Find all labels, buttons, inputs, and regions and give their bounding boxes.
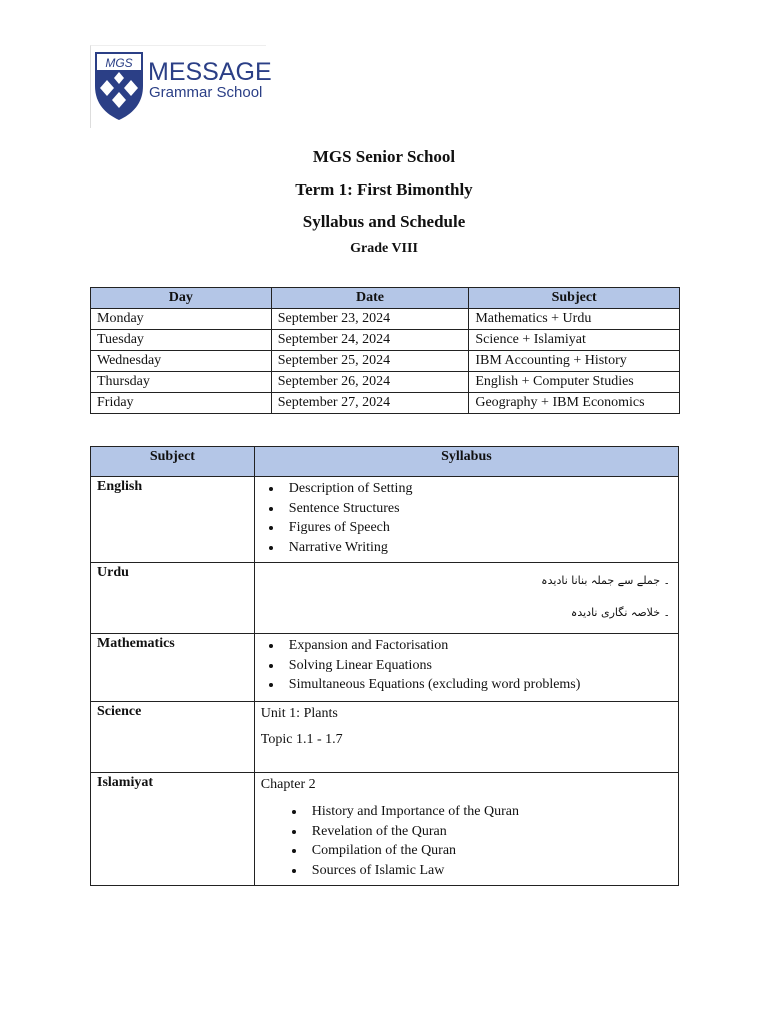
subject-cell: Science + Islamiyat [469,330,680,351]
topic-text: Topic 1.1 - 1.7 [260,732,343,747]
date-cell: September 27, 2024 [271,393,469,414]
crest-text: MGS [105,56,133,70]
subject-cell: English [91,477,255,563]
date-cell: September 26, 2024 [271,372,469,393]
unit-text: Unit 1: Plants [260,706,338,721]
date-cell: September 25, 2024 [271,351,469,372]
list-item: • Simultaneous Equations (excluding word problems) [283,675,672,695]
term-heading: Term 1: First Bimonthly [295,180,473,199]
list-item: • Expansion and Factorisation [283,636,672,656]
syllabus-table [90,446,679,886]
column-header-subject: Subject [469,288,680,309]
urdu-line: ۔ خلاصہ نگاری نادیدہ [570,606,670,619]
table-row [91,330,680,351]
syllabus-cell [254,702,678,773]
day-cell: Wednesday [91,351,272,372]
logo-line-1: MESSAGE [148,58,272,86]
syllabus-row-mathematics [91,634,679,702]
day-cell: Thursday [91,372,272,393]
schedule-table [90,287,680,414]
topic-list [261,802,672,880]
list-item: • History and Importance of the Quran [306,802,672,822]
column-header-syllabus: Syllabus [254,447,678,477]
urdu-line: ۔ جملے سے جملہ بنانا نادیدہ [541,574,670,587]
list-item: • Solving Linear Equations [283,656,672,676]
logo-wordmark [148,59,272,101]
list-item: • Description of Setting [283,479,672,499]
schedule-header-row [91,288,680,309]
grade-heading: Grade VIII [350,241,418,256]
column-header-day: Day [91,288,272,309]
day-cell: Tuesday [91,330,272,351]
syllabus-row-islamiyat [91,773,679,886]
subject-cell: Urdu [91,563,255,634]
list-item: • Revelation of the Quran [306,822,672,842]
chapter-text: Chapter 2 [260,777,316,792]
school-heading: MGS Senior School [312,147,456,166]
list-item: • Figures of Speech [283,518,672,538]
syllabus-cell [254,563,678,634]
topic-list [261,636,672,695]
subject-cell: Islamiyat [91,773,255,886]
syllabus-cell [254,773,678,886]
syllabus-row-urdu [91,563,679,634]
column-header-subject: Subject [91,447,255,477]
shield-crest-icon [92,48,146,122]
syllabus-row-english [91,477,679,563]
syllabus-header-row [91,447,679,477]
subject-cell: English + Computer Studies [469,372,680,393]
subject-cell: Mathematics + Urdu [469,309,680,330]
day-cell: Friday [91,393,272,414]
school-logo [90,45,272,127]
list-item: • Narrative Writing [283,538,672,558]
syllabus-row-science [91,702,679,773]
day-cell: Monday [91,309,272,330]
syllabus-cell [254,477,678,563]
subject-cell: Geography + IBM Economics [469,393,680,414]
subject-cell: IBM Accounting + History [469,351,680,372]
table-row [91,393,680,414]
subject-cell: Mathematics [91,634,255,702]
syllabus-cell [254,634,678,702]
list-item: • Sentence Structures [283,499,672,519]
date-cell: September 23, 2024 [271,309,469,330]
subject-cell: Science [91,702,255,773]
logo-line-2: Grammar School [149,84,263,101]
topic-list [261,479,672,557]
list-item: • Compilation of the Quran [306,841,672,861]
document-title: Syllabus and Schedule [302,212,466,231]
date-cell: September 24, 2024 [271,330,469,351]
table-row [91,309,680,330]
table-row [91,351,680,372]
list-item: • Sources of Islamic Law [306,861,672,881]
column-header-date: Date [271,288,469,309]
table-row [91,372,680,393]
